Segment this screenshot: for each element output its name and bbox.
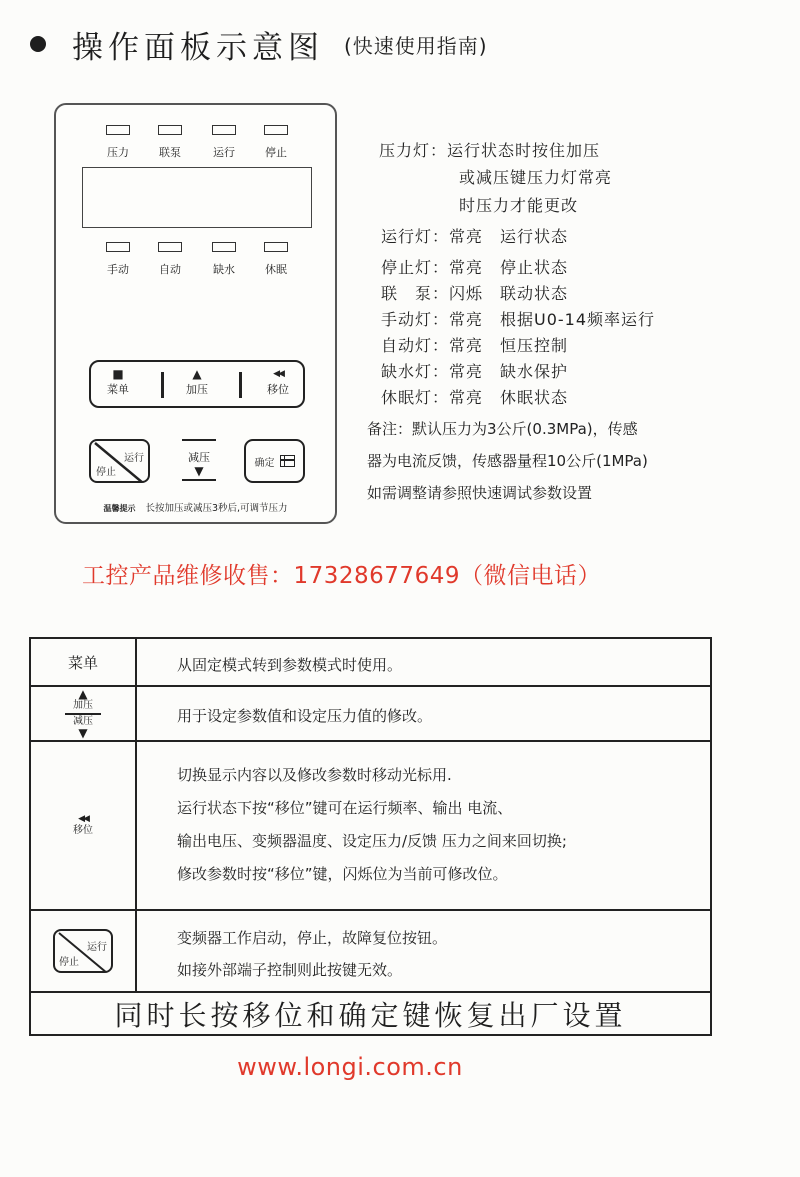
desc-line: 变频器工作启动，停止，故障复位按钮。 [177,929,448,947]
note-line: 如需调整请参照快速调试参数设置 [367,484,593,502]
operation-panel-diagram [54,103,337,524]
led-pressure-indicator [106,125,130,135]
pressure-up-key-label: 加压 [186,383,208,396]
triangle-up-icon: ▲ [78,686,88,701]
desc-line: 修改参数时按“移位”键，闪烁位为当前可修改位。 [177,865,508,883]
pressure-down-key-name: 减压 [73,715,93,727]
key-function-table [29,637,712,1036]
led-water-shortage-indicator [212,242,236,252]
legend-line: 时压力才能更改 [459,196,579,215]
desc-cell [139,639,710,685]
table-row [31,911,710,993]
desc-cell [139,911,710,991]
led-label-stop: 停止 [265,146,287,159]
divider [65,713,101,715]
note-line: 备注：默认压力为3公斤(0.3MPa)，传感 [367,420,638,438]
key-cell [31,639,137,685]
key-divider [161,372,164,398]
run-key-label: 运行 [124,453,144,464]
enter-box-icon [280,455,295,467]
pressure-down-key-label: 减压 [188,451,210,464]
led-label-sleep: 休眠 [265,263,287,276]
led-manual-indicator [106,242,130,252]
legend-line: 自动灯：常亮 恒压控制 [381,336,569,355]
key-bar [89,360,305,408]
legend-line: 手动灯：常亮 根据U0-14频率运行 [381,310,656,329]
key-cell [31,742,137,909]
run-label: 运行 [87,942,107,953]
run-stop-key-icon [53,929,113,973]
double-arrow-left-icon: ◀◀ [273,369,283,379]
desc-line: 用于设定参数值和设定压力值的修改。 [177,707,433,725]
led-run-indicator [212,125,236,135]
desc-line: 切换显示内容以及修改参数时移动光标用. [177,766,452,784]
website-url: www.longi.com.cn [237,1053,463,1081]
led-label-water-shortage: 缺水 [213,263,235,276]
square-icon: ■ [112,367,124,381]
led-label-linked-pump: 联泵 [159,146,181,159]
table-row [31,639,710,687]
legend-line: 联 泵：闪烁 联动状态 [381,284,569,303]
panel-tip [56,500,335,514]
run-stop-key[interactable] [89,439,150,483]
confirm-key[interactable] [244,439,305,483]
led-linked-pump-indicator [158,125,182,135]
pressure-down-key[interactable] [182,439,216,481]
key-cell [31,911,137,991]
desc-line: 运行状态下按“移位”键可在运行频率、输出 电流、 [177,799,513,817]
desc-cell [139,687,710,740]
tip-label: 温馨提示 [103,504,136,513]
page-title-row [30,22,488,66]
legend-line: 运行灯：常亮 运行状态 [381,227,569,246]
tip-text: 长按加压或减压3秒后,可调节压力 [145,503,288,514]
shift-key[interactable] [261,368,295,397]
pressure-up-key-name: 加压 [73,699,93,711]
led-stop-indicator [264,125,288,135]
page-subtitle: (快速使用指南) [344,33,488,58]
led-label-run: 运行 [213,146,235,159]
shift-key-label: 移位 [267,383,289,396]
led-label-pressure: 压力 [107,146,129,159]
led-auto-indicator [158,242,182,252]
lcd-display [82,167,312,228]
confirm-key-label: 确定 [254,457,275,469]
menu-key-label: 菜单 [107,383,129,396]
factory-reset-note: 同时长按移位和确定键恢复出厂设置 [114,998,627,1032]
table-row [31,742,710,911]
desc-line: 从固定模式转到参数模式时使用。 [177,656,403,674]
contact-line: 工控产品维修收售：17328677649（微信电话） [82,563,601,589]
legend-line: 休眠灯：常亮 休眠状态 [381,388,569,407]
led-label-manual: 手动 [107,263,129,276]
led-label-auto: 自动 [159,263,181,276]
pressure-up-key[interactable] [180,368,214,397]
triangle-down-icon: ▼ [78,725,88,740]
double-arrow-left-icon: ◀◀ [78,814,88,824]
triangle-up-icon: ▲ [192,367,202,381]
note-line: 器为电流反馈，传感器量程10公斤(1MPa) [367,452,648,470]
menu-key[interactable] [103,368,133,397]
shift-key-name: 移位 [73,825,93,836]
stop-key-label: 停止 [96,467,116,478]
desc-line: 输出电压、变频器温度、设定压力/反馈 压力之间来回切换; [177,832,567,850]
key-divider [239,372,242,398]
legend-line: 停止灯：常亮 停止状态 [381,258,569,277]
triangle-down-icon: ▼ [194,464,204,478]
bullet-icon [30,36,46,52]
led-sleep-indicator [264,242,288,252]
page-title: 操作面板示意图 [72,29,324,66]
menu-key-name: 菜单 [67,653,98,672]
stop-label: 停止 [59,957,79,968]
desc-cell [139,742,710,909]
legend-line: 压力灯：运行状态时按住加压 [379,141,601,160]
desc-line: 如接外部端子控制则此按键无效。 [177,961,403,979]
table-row [31,687,710,742]
key-cell [31,687,137,740]
legend-line: 或减压键压力灯常亮 [459,168,613,187]
legend-line: 缺水灯：常亮 缺水保护 [381,362,569,381]
